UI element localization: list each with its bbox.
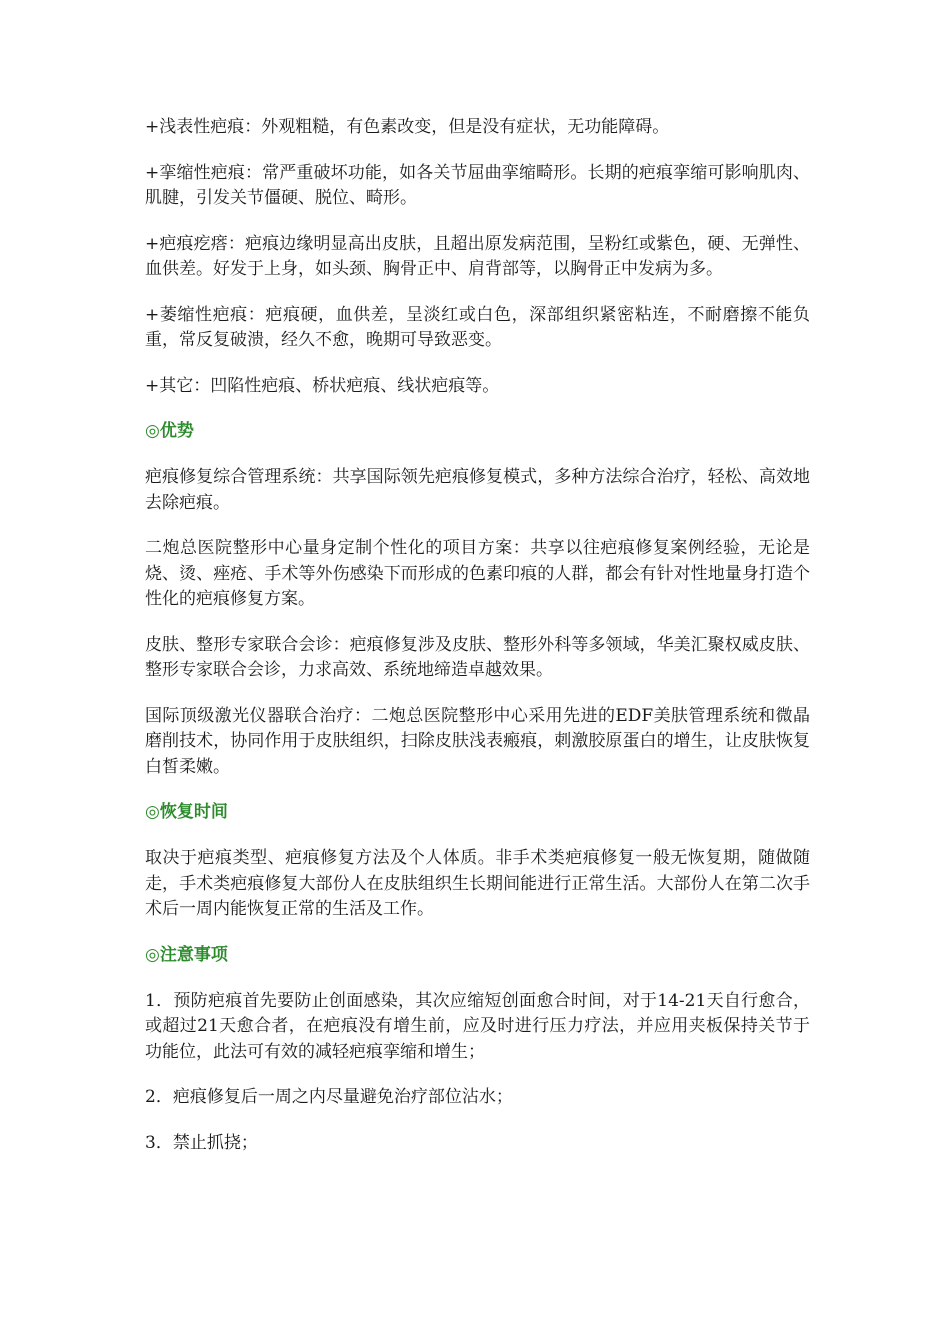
advantage-paragraph: 皮肤、整形专家联合会诊：疤痕修复涉及皮肤、整形外科等多领域，华美汇聚权威皮肤、整形专家联合会诊，力求高效、系统地缔造卓越效果。 (145, 634, 810, 680)
scar-type-superficial: +浅表性疤痕：外观粗糙，有色素改变，但是没有症状，无功能障碍。 (145, 117, 670, 137)
advantage-paragraph: 二炮总医院整形中心量身定制个性化的项目方案：共享以往疤痕修复案例经验，无论是烧、烫、痤疮、手术等外伤感染下而形成的色素印痕的人群，都会有针对性地量身打造个性化的疤痕修复方案。 (145, 538, 810, 609)
advantage-paragraph: 国际顶级激光仪器联合治疗：二炮总医院整形中心采用先进的EDF美肤管理系统和微晶磨削技术，协同作用于皮肤组织，扫除皮肤浅表瘢痕，刺激胶原蛋白的增生，让皮肤恢复白皙柔嫩。 (145, 705, 810, 777)
document-page (145, 115, 810, 1176)
precaution-item: 3．禁止抓挠； (145, 1132, 258, 1153)
scar-type-contracture: +挛缩性疤痕：常严重破坏功能，如各关节屈曲挛缩畸形。长期的疤痕挛缩可影响肌肉、肌腱，引发关节僵硬、脱位、畸形。 (145, 162, 810, 208)
advantage-paragraph: 疤痕修复综合管理系统：共享国际领先疤痕修复模式，多种方法综合治疗，轻松、高效地去除疤痕。 (145, 467, 810, 513)
recovery-heading: ◎恢复时间 (145, 802, 228, 822)
precaution-item: 2．疤痕修复后一周之内尽量避免治疗部位沾水； (145, 1087, 513, 1107)
advantages-heading: ◎优势 (145, 421, 194, 441)
precaution-item: 1．预防疤痕首先要防止创面感染，其次应缩短创面愈合时间，对于14-21天自行愈合，或超过21天愈合者，在疤痕没有增生前，应及时进行压力疗法，并应用夹板保持关节于功能位，此法可有效的减轻疤痕挛缩和增生； (145, 990, 810, 1062)
recovery-paragraph: 取决于疤痕类型、疤痕修复方法及个人体质。非手术类疤痕修复一般无恢复期，随做随走，手术类疤痕修复大部份人在皮肤组织生长期间能进行正常生活。大部份人在第二次手术后一周内能恢复正常的生活及工作。 (145, 848, 810, 919)
scar-type-atrophic: +萎缩性疤痕：疤痕硬，血供差，呈淡红或白色，深部组织紧密粘连，不耐磨擦不能负重，常反复破溃，经久不愈，晚期可导致恶变。 (145, 304, 810, 350)
precautions-heading: ◎注意事项 (145, 944, 228, 965)
scar-type-keloid: +疤痕疙瘩：疤痕边缘明显高出皮肤，且超出原发病范围，呈粉红或紫色，硬、无弹性、血供差。好发于上身，如头颈、胸骨正中、肩背部等，以胸骨正中发病为多。 (145, 233, 810, 279)
scar-type-other: +其它：凹陷性疤痕、桥状疤痕、线状疤痕等。 (145, 375, 500, 396)
